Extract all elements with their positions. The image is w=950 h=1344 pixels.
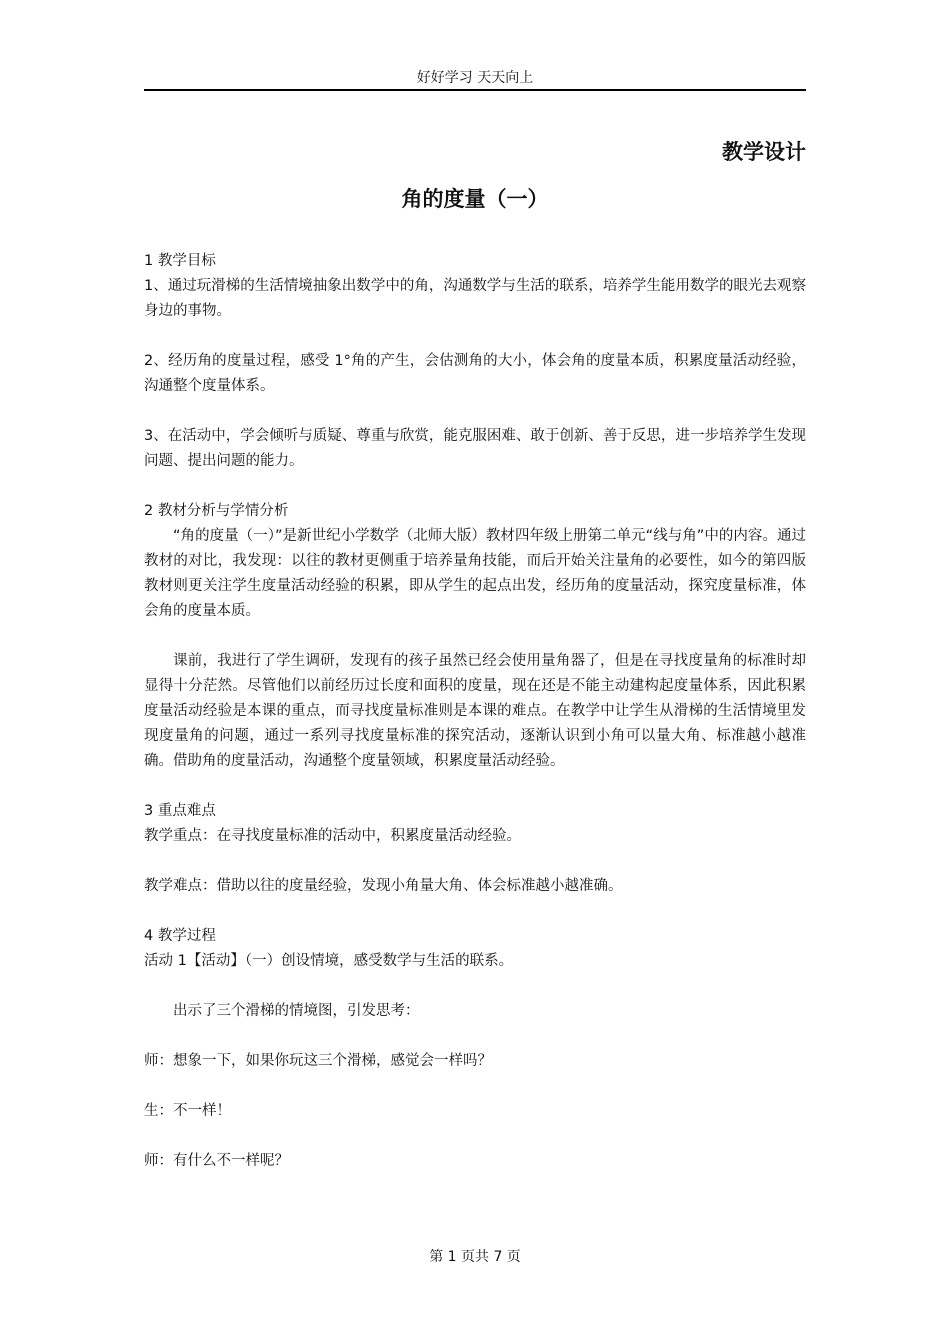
section-heading-goals: 1 教学目标: [144, 253, 216, 269]
analysis-paragraph-1: “角的度量（一）”是新世纪小学数学（北师大版）教材四年级上册第二单元“线与角”中的内容。通过教材的对比，我发现：以往的教材更侧重于培养量角技能，而后开始关注量角的必要性，如今的第四版教材则更关注学生度量活动经验的积累，即从学生的起点出发，经历角的度量活动，探究度量标准，体会角的度量本质。: [144, 528, 806, 619]
goal-item-1: 1、通过玩滑梯的生活情境抽象出数学中的角，沟通数学与生活的联系，培养学生能用数学的眼光去观察身边的事物。: [144, 278, 806, 319]
document-title: 角的度量（一）: [401, 187, 549, 211]
dialogue-line: 生：不一样！: [144, 1103, 231, 1119]
section-heading-analysis: 2 教材分析与学情分析: [144, 503, 289, 519]
key-point-text: 教学重点：在寻找度量标准的活动中，积累度量活动经验。: [144, 828, 521, 844]
page-footer: 第 1 页共 7 页: [429, 1249, 521, 1265]
dialogue-line: 师：有什么不一样呢？: [144, 1153, 289, 1169]
header-rule: [144, 89, 806, 91]
analysis-paragraph-2: 课前，我进行了学生调研，发现有的孩子虽然已经会使用量角器了，但是在寻找度量角的标准时却显得十分茫然。尽管他们以前经历过长度和面积的度量，现在还是不能主动建构起度量体系，因此积累度量活动经验是本课的重点，而寻找度量标准则是本课的难点。在教学中让学生从滑梯的生活情境里发现度量角的问题，通过一系列寻找度量标准的探究活动，逐渐认识到小角可以量大角、标准越小越准确。借助角的度量活动，沟通整个度量领域，积累度量活动经验。: [144, 653, 806, 769]
activity-title: 活动 1【活动】（一）创设情境，感受数学与生活的联系。: [144, 953, 514, 969]
section-heading-key-points: 3 重点难点: [144, 803, 216, 819]
goal-item-2: 2、经历角的度量过程，感受 1°角的产生，会估测角的大小，体会角的度量本质，积累度量活动经验，沟通整个度量体系。: [144, 353, 806, 394]
dialogue-line: 师：想象一下，如果你玩这三个滑梯，感觉会一样吗？: [144, 1053, 492, 1069]
difficulty-text: 教学难点：借助以往的度量经验，发现小角量大角、体会标准越小越准确。: [144, 878, 623, 894]
document-type: 教学设计: [722, 140, 806, 164]
activity-intro: 出示了三个滑梯的情境图，引发思考：: [173, 1003, 420, 1019]
section-heading-process: 4 教学过程: [144, 928, 216, 944]
goal-item-3: 3、在活动中，学会倾听与质疑、尊重与欣赏，能克服困难、敢于创新、善于反思，进一步培养学生发现问题、提出问题的能力。: [144, 428, 806, 469]
document-body: [144, 249, 806, 1174]
page-header: 好好学习 天天向上: [416, 70, 534, 86]
